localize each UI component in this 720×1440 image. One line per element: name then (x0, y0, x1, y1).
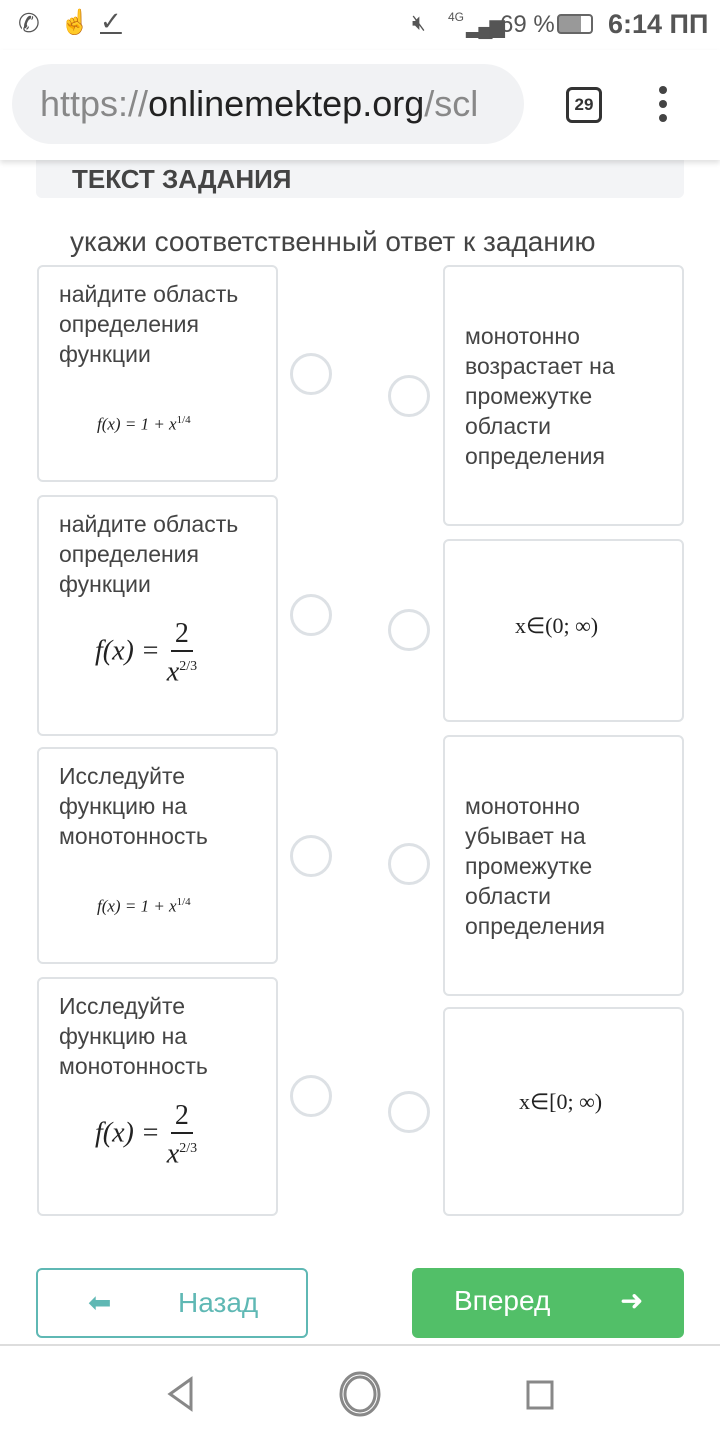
formula: $f(x) = 1 + x^{1/4}$ (97, 414, 191, 434)
whatsapp-icon: ✆ (18, 8, 40, 38)
back-nav-icon[interactable] (166, 1376, 194, 1412)
right-item-text: монотонно убывает на промежутке области определения (465, 793, 605, 939)
formula: x∈(0; ∞) (515, 613, 599, 638)
right-item-text: монотонно возрастает на промежутке области определения (465, 323, 615, 469)
clock: 6:14 ПП (608, 9, 709, 39)
formula: f(x) = $\frac{2}{x^{2/3}}$ (95, 1100, 198, 1170)
url-scheme: https:// (40, 83, 149, 124)
right-item-1[interactable] (443, 265, 684, 526)
right-item-4[interactable] (443, 1007, 684, 1216)
left-item-text: Исследуйте функцию на монотонность (59, 993, 208, 1079)
arrow-left-icon: ⬅ (88, 1287, 112, 1318)
touch-icon: ☝ (60, 9, 90, 36)
url-bar[interactable] (12, 64, 524, 144)
formula: f(x) = $\frac{2}{x^{2/3}}$ (95, 618, 198, 688)
url-path: /scl (424, 83, 479, 124)
right-connector-radio-1[interactable] (388, 375, 430, 417)
left-item-4[interactable] (37, 977, 278, 1216)
left-connector-radio-1[interactable] (290, 353, 332, 395)
browser-toolbar (0, 50, 720, 160)
battery-percent: 69 % (500, 11, 555, 38)
formula: x∈[0; ∞) (519, 1089, 603, 1114)
left-connector-radio-2[interactable] (290, 594, 332, 636)
left-item-3[interactable] (37, 747, 278, 964)
battery-icon (557, 14, 593, 34)
formula: $f(x) = 1 + x^{1/4}$ (97, 896, 191, 916)
task-header: ТЕКСТ ЗАДАНИЯ (36, 120, 684, 198)
right-connector-radio-3[interactable] (388, 843, 430, 885)
mute-icon: 🔇︎ (412, 10, 426, 35)
task-instruction: укажи соответственный ответ к заданию (70, 226, 596, 257)
right-connector-radio-4[interactable] (388, 1091, 430, 1133)
network-label: 4G (448, 10, 465, 24)
status-bar (0, 0, 720, 50)
back-label: Назад (178, 1287, 259, 1318)
next-button[interactable] (412, 1268, 684, 1338)
android-nav-bar (0, 1344, 720, 1440)
next-label: Вперед (454, 1285, 551, 1316)
more-menu-icon[interactable] (655, 86, 671, 126)
tab-switcher-button[interactable]: 29 (566, 87, 602, 123)
right-item-3[interactable] (443, 735, 684, 996)
right-item-2[interactable] (443, 539, 684, 722)
right-connector-radio-2[interactable] (388, 609, 430, 651)
left-item-text: найдите область определения функции (59, 281, 239, 367)
url-domain: onlinemektep.org (148, 83, 425, 124)
left-item-1[interactable] (37, 265, 278, 482)
home-nav-icon[interactable] (338, 1370, 382, 1418)
left-connector-radio-3[interactable] (290, 835, 332, 877)
arrow-right-icon: ➜ (620, 1285, 644, 1316)
left-item-2[interactable] (37, 495, 278, 736)
back-button[interactable] (36, 1268, 308, 1338)
recents-nav-icon[interactable] (526, 1380, 554, 1410)
left-connector-radio-4[interactable] (290, 1075, 332, 1117)
signal-icon: ▂▄▆ (466, 16, 502, 38)
left-item-text: Исследуйте функцию на монотонность (59, 763, 208, 849)
left-item-text: найдите область определения функции (59, 511, 239, 597)
download-done-icon: ✓ (100, 6, 122, 36)
